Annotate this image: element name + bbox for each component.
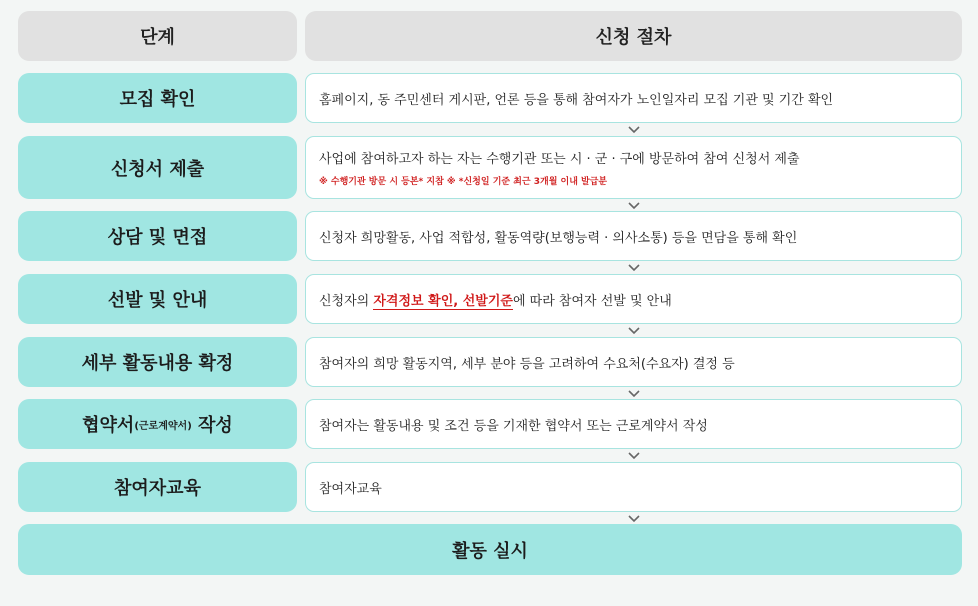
chevron-down-icon: [627, 263, 641, 272]
step-desc-education: [305, 462, 962, 512]
step-desc-highlight: 자격정보 확인, 선발기준: [373, 293, 513, 309]
step-desc-application: [305, 136, 962, 199]
step-label-main: 협약서: [82, 415, 135, 436]
chevron-down-icon: [627, 326, 641, 335]
step-label-activity-confirm: 세부 활동내용 확정: [18, 337, 297, 387]
step-desc-text: 참여자의 희망 활동지역, 세부 분야 등을 고려하여 수요처(수요자) 결정 등: [319, 356, 735, 372]
chevron-down-icon: [627, 125, 641, 134]
step-label-small: (근로계약서): [134, 420, 192, 432]
step-desc-interview: [305, 211, 962, 261]
step-note: ※ 수행기관 방문 시 등본* 지참 ※ *신청일 기준 최근 3개월 이내 발급분: [319, 177, 608, 187]
step-desc-text: 홈페이지, 동 주민센터 게시판, 언론 등을 통해 참여자가 노인일자리 모집 기관 및 기간 확인: [319, 92, 834, 108]
chevron-down-icon: [627, 389, 641, 398]
chevron-down-icon: [627, 451, 641, 460]
step-desc-recruit-check: [305, 73, 962, 123]
step-label-agreement: [18, 399, 297, 449]
step-desc-text: 사업에 참여하고자 하는 자는 수행기관 또는 시 · 군 · 구에 방문하여 참여 신청서 제출: [319, 152, 800, 167]
final-step-activity: 활동 실시: [18, 524, 962, 575]
step-label-recruit-check: 모집 확인: [18, 73, 297, 123]
header-procedure-column: 신청 절차: [305, 11, 962, 61]
chevron-down-icon: [627, 514, 641, 523]
step-desc-agreement: [305, 399, 962, 449]
step-desc-post: 에 따라 참여자 선발 및 안내: [512, 293, 672, 309]
step-desc-selection: [305, 274, 962, 324]
step-label-education: 참여자교육: [18, 462, 297, 512]
step-label-interview: 상담 및 면접: [18, 211, 297, 261]
step-label-application: 신청서 제출: [18, 136, 297, 199]
step-desc-activity-confirm: [305, 337, 962, 387]
header-step-column: 단계: [18, 11, 297, 61]
step-desc-pre: 신청자의: [319, 293, 374, 309]
chevron-down-icon: [627, 201, 641, 210]
step-desc-text: [319, 290, 961, 309]
step-label-end: 작성: [191, 415, 233, 436]
step-desc-text: 참여자는 활동내용 및 조건 등을 기재한 협약서 또는 근로계약서 작성: [319, 418, 708, 434]
step-desc-text: 참여자교육: [319, 481, 382, 497]
step-label-selection: 선발 및 안내: [18, 274, 297, 324]
step-desc-text: 신청자 희망활동, 사업 적합성, 활동역량(보행능력 · 의사소통) 등을 면담을 통해 확인: [319, 230, 798, 246]
